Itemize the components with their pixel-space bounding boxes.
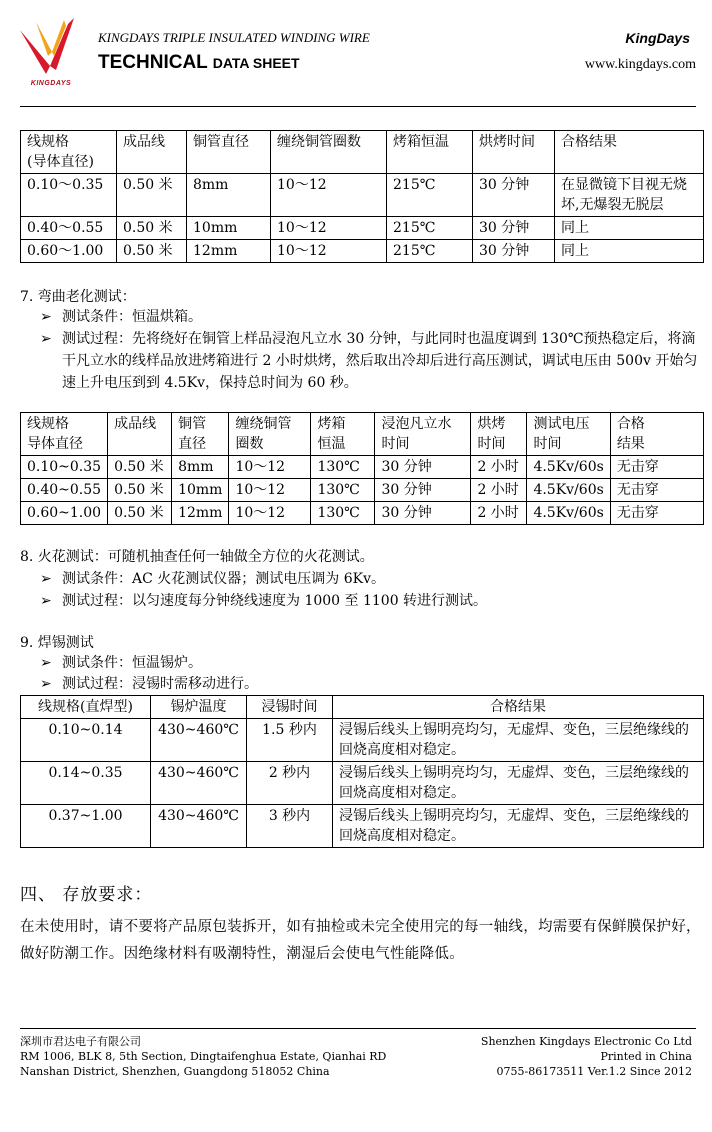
section-9-condition bbox=[40, 652, 202, 674]
table-cell: 0.60~1.00 bbox=[21, 502, 108, 525]
table-cell: 4.5Kv/60s bbox=[527, 479, 610, 502]
table-cell: 同上 bbox=[555, 217, 704, 240]
table-cell: 430~460℃ bbox=[151, 805, 247, 848]
column-header: 缠绕铜管圈数 bbox=[271, 131, 387, 174]
table-cell: 在显微镜下目视无烧坏,无爆裂无脱层 bbox=[555, 174, 704, 217]
column-header: 合格 结果 bbox=[610, 413, 703, 456]
table-cell: 12mm bbox=[172, 502, 229, 525]
table-cell: 2 秒内 bbox=[247, 762, 333, 805]
logo-text: KINGDAYS bbox=[30, 80, 72, 87]
column-header: 线规格 (导体直径) bbox=[21, 131, 117, 174]
section-7-condition bbox=[40, 306, 202, 328]
table-cell: 0.10~0.35 bbox=[21, 456, 108, 479]
column-header: 成品线 bbox=[108, 413, 172, 456]
table-cell: 30 分钟 bbox=[473, 217, 555, 240]
process-text: 测试过程：以匀速度每分钟绕线速度为 1000 至 1100 转进行测试。 bbox=[62, 593, 488, 609]
table-header-row bbox=[21, 131, 704, 174]
doc-title bbox=[98, 52, 300, 74]
brand-name: KingDays bbox=[625, 30, 690, 46]
condition-text: 测试条件：恒温烘箱。 bbox=[62, 309, 202, 325]
table-row bbox=[21, 217, 704, 240]
table-row bbox=[21, 502, 704, 525]
footer-divider bbox=[20, 1028, 696, 1029]
table-cell: 0.50 米 bbox=[117, 217, 187, 240]
table-cell: 215℃ bbox=[387, 240, 473, 263]
section-9-process bbox=[40, 673, 258, 695]
section-8-condition bbox=[40, 568, 385, 590]
table-cell: 0.37~1.00 bbox=[21, 805, 151, 848]
table-cell: 130℃ bbox=[311, 456, 375, 479]
doc-title-main: TECHNICAL bbox=[98, 52, 208, 73]
arrow-bullet-icon: ➢ bbox=[40, 309, 52, 325]
arrow-bullet-icon: ➢ bbox=[40, 331, 52, 347]
table-cell: 0.50 米 bbox=[117, 174, 187, 217]
storage-heading: 四、 存放要求： bbox=[20, 885, 153, 905]
process-text: 测试过程：浸锡时需移动进行。 bbox=[62, 676, 258, 692]
header-divider bbox=[20, 106, 696, 107]
table-cell: 无击穿 bbox=[610, 479, 703, 502]
table-cell: 0.10～0.35 bbox=[21, 174, 117, 217]
column-header: 合格结果 bbox=[333, 696, 704, 719]
process-text: 测试过程：先将绕好在铜管上样品浸泡凡立水 30 分钟，与此同时也温度调到 130℃预热稳定后，将滴干凡立水的线样品放进烤箱进行 2 小时烘烤，然后取出冷却后进行高压测试，调试电压由 500v 开始匀速上升电压到到 4.5Kv，保持总时间为 60 秒。 bbox=[62, 331, 698, 391]
column-header: 测试电压 时间 bbox=[527, 413, 610, 456]
table-cell: 4.5Kv/60s bbox=[527, 456, 610, 479]
table-cell: 8mm bbox=[187, 174, 271, 217]
table-cell: 0.40~0.55 bbox=[21, 479, 108, 502]
table-row bbox=[21, 805, 704, 848]
printed-note: Printed in China bbox=[600, 1050, 692, 1063]
table-cell: 1.5 秒内 bbox=[247, 719, 333, 762]
storage-text: 在未使用时，请不要将产品原包装拆开，如有抽检或未完全使用完的每一轴线，均需要有保鲜膜保护好，做好防潮工作。因绝缘材料有吸潮特性，潮湿后会使电气性能降低。 bbox=[20, 919, 701, 962]
varnish-bending-table bbox=[20, 412, 704, 525]
section-8-process bbox=[40, 590, 487, 612]
table-cell: 浸锡后线头上锡明亮均匀，无虚焊、变色，三层绝缘线的回烧高度相对稳定。 bbox=[333, 719, 704, 762]
section-8-title: 8. 火花测试：可随机抽查任何一轴做全方位的火花测试。 bbox=[20, 549, 374, 565]
table-cell: 10～12 bbox=[271, 240, 387, 263]
arrow-bullet-icon: ➢ bbox=[40, 655, 52, 671]
table-cell: 0.50 米 bbox=[108, 479, 172, 502]
table-cell: 10～12 bbox=[271, 174, 387, 217]
table-cell: 4.5Kv/60s bbox=[527, 502, 610, 525]
column-header: 烘烤 时间 bbox=[471, 413, 527, 456]
table-cell: 10mm bbox=[172, 479, 229, 502]
bending-heat-table bbox=[20, 130, 704, 263]
column-header: 线规格(直焊型) bbox=[21, 696, 151, 719]
table-header-row bbox=[21, 696, 704, 719]
table-cell: 3 秒内 bbox=[247, 805, 333, 848]
column-header: 浸锡时间 bbox=[247, 696, 333, 719]
column-header: 线规格 导体直径 bbox=[21, 413, 108, 456]
table-row bbox=[21, 762, 704, 805]
section-7-title: 7. 弯曲老化测试： bbox=[20, 289, 136, 305]
table-row bbox=[21, 174, 704, 217]
table-row bbox=[21, 479, 704, 502]
company-name-cn: 深圳市君达电子有限公司 bbox=[20, 1035, 141, 1048]
table-cell: 0.50 米 bbox=[108, 502, 172, 525]
doc-title-sub: DATA SHEET bbox=[212, 55, 300, 71]
footer-company bbox=[481, 1034, 692, 1079]
table-cell: 10～12 bbox=[229, 479, 311, 502]
contact-version: 0755-86173511 Ver.1.2 Since 2012 bbox=[496, 1065, 692, 1078]
table-cell: 215℃ bbox=[387, 217, 473, 240]
page-header bbox=[0, 0, 712, 110]
table-cell: 30 分钟 bbox=[375, 456, 471, 479]
footer-address bbox=[20, 1034, 386, 1079]
table-cell: 0.10~0.14 bbox=[21, 719, 151, 762]
column-header: 烤箱 恒温 bbox=[311, 413, 375, 456]
table-header-row bbox=[21, 413, 704, 456]
condition-text: 测试条件：恒温锡炉。 bbox=[62, 655, 202, 671]
arrow-bullet-icon: ➢ bbox=[40, 593, 52, 609]
table-cell: 0.50 米 bbox=[108, 456, 172, 479]
condition-text: 测试条件：AC 火花测试仪器；测试电压调为 6Kv。 bbox=[62, 571, 385, 587]
table-cell: 430~460℃ bbox=[151, 762, 247, 805]
table-cell: 30 分钟 bbox=[473, 240, 555, 263]
table-cell: 2 小时 bbox=[471, 479, 527, 502]
table-cell: 10mm bbox=[187, 217, 271, 240]
product-series: KINGDAYS TRIPLE INSULATED WINDING WIRE bbox=[98, 30, 370, 45]
table-cell: 同上 bbox=[555, 240, 704, 263]
section-9-title: 9. 焊锡测试 bbox=[20, 635, 94, 651]
table-cell: 130℃ bbox=[311, 479, 375, 502]
table-cell: 30 分钟 bbox=[473, 174, 555, 217]
table-cell: 浸锡后线头上锡明亮均匀，无虚焊、变色，三层绝缘线的回烧高度相对稳定。 bbox=[333, 805, 704, 848]
website-url[interactable]: www.kingdays.com bbox=[584, 57, 696, 72]
column-header: 烤箱恒温 bbox=[387, 131, 473, 174]
section-7-process bbox=[40, 328, 700, 394]
kingdays-logo bbox=[16, 12, 86, 92]
table-cell: 10～12 bbox=[229, 456, 311, 479]
table-cell: 0.60～1.00 bbox=[21, 240, 117, 263]
table-cell: 无击穿 bbox=[610, 456, 703, 479]
table-cell: 30 分钟 bbox=[375, 502, 471, 525]
table-cell: 430~460℃ bbox=[151, 719, 247, 762]
column-header: 缠绕铜管 圈数 bbox=[229, 413, 311, 456]
table-cell: 8mm bbox=[172, 456, 229, 479]
logo-icon bbox=[16, 12, 86, 82]
table-row bbox=[21, 719, 704, 762]
company-name-en: Shenzhen Kingdays Electronic Co Ltd bbox=[480, 1035, 692, 1048]
column-header: 浸泡凡立水 时间 bbox=[375, 413, 471, 456]
table-cell: 130℃ bbox=[311, 502, 375, 525]
table-cell: 0.40～0.55 bbox=[21, 217, 117, 240]
column-header: 铜管直径 bbox=[187, 131, 271, 174]
arrow-bullet-icon: ➢ bbox=[40, 676, 52, 692]
table-cell: 10～12 bbox=[271, 217, 387, 240]
table-cell: 2 小时 bbox=[471, 456, 527, 479]
table-cell: 2 小时 bbox=[471, 502, 527, 525]
column-header: 成品线 bbox=[117, 131, 187, 174]
arrow-bullet-icon: ➢ bbox=[40, 571, 52, 587]
column-header: 合格结果 bbox=[555, 131, 704, 174]
address-line-2: Nanshan District, Shenzhen, Guangdong 518052 China bbox=[20, 1065, 330, 1078]
column-header: 烘烤时间 bbox=[473, 131, 555, 174]
table-row bbox=[21, 240, 704, 263]
table-cell: 无击穿 bbox=[610, 502, 703, 525]
table-cell: 12mm bbox=[187, 240, 271, 263]
table-cell: 0.50 米 bbox=[117, 240, 187, 263]
table-cell: 30 分钟 bbox=[375, 479, 471, 502]
column-header: 铜管 直径 bbox=[172, 413, 229, 456]
table-cell: 215℃ bbox=[387, 174, 473, 217]
table-cell: 10～12 bbox=[229, 502, 311, 525]
soldering-table bbox=[20, 695, 704, 848]
table-cell: 0.14~0.35 bbox=[21, 762, 151, 805]
column-header: 锡炉温度 bbox=[151, 696, 247, 719]
table-row bbox=[21, 456, 704, 479]
table-cell: 浸锡后线头上锡明亮均匀，无虚焊、变色，三层绝缘线的回烧高度相对稳定。 bbox=[333, 762, 704, 805]
address-line-1: RM 1006, BLK 8, 5th Section, Dingtaifenghua Estate, Qianhai RD bbox=[20, 1050, 387, 1063]
